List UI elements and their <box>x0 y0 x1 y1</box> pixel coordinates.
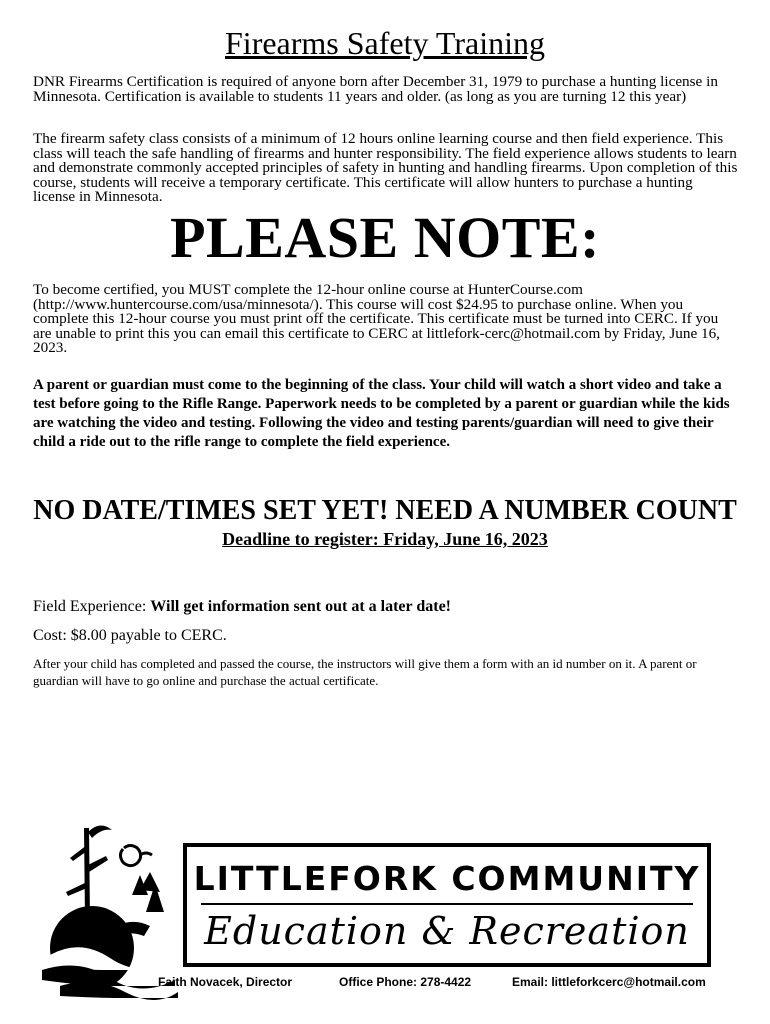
logo-divider <box>201 903 693 905</box>
field-experience-label: Field Experience: <box>33 598 151 615</box>
parent-notice-paragraph: A parent or guardian must come to the beginning of the class. Your child will watch a short video and take a test before going to the Rifle Range. Paperwork needs to be completed by a parent or guardian while the kids are watching the video and testing. Following the video and testing parents/guardian will need to give their child a ride out to the rifle range to complete the field experience. <box>33 377 730 450</box>
page-title: Firearms Safety Training <box>225 25 545 61</box>
organization-logo-box <box>183 843 711 967</box>
please-note-heading: PLEASE NOTE: <box>170 205 600 270</box>
field-experience-value: Will get information sent out at a later date! <box>150 598 451 615</box>
organization-subtitle: Education & Recreation <box>204 909 690 953</box>
class-description-paragraph: The firearm safety class consists of a minimum of 12 hours online learning course and then field experience. This class will teach the safe handling of firearms and hunter responsibility. The field experience allows students to learn and demonstrate commonly accepted principles of safety in hunting and handling firearms. Upon completion of this course, students will receive a temporary certificate. This certificate will allow hunters to purchase a hunting license in Minnesota. <box>33 130 738 206</box>
deadline-text: Deadline to register: Friday, June 16, 2023 <box>222 529 548 549</box>
field-experience-line <box>33 598 753 616</box>
footer-phone: Office Phone: 278-4422 <box>339 975 472 989</box>
footer-email: Email: littleforkcerc@hotmail.com <box>512 975 706 989</box>
cost-line: Cost: $8.00 payable to CERC. <box>33 627 227 644</box>
after-course-note: After your child has completed and passed the course, the instructors will give them a form with an id number on it. A parent or guardian will have to go online and purchase the actual certificate. <box>33 656 697 688</box>
intro-paragraph: DNR Firearms Certification is required of anyone born after December 31, 1979 to purchase a hunting license in Minnesota. Certification is available to students 11 years and older. (as long as you are turning 12 this year) <box>33 73 718 105</box>
certification-instructions-paragraph: To become certified, you MUST complete the 12-hour online course at HunterCourse.com (http://www.huntercourse.com/usa/minnesota/). This course will cost $24.95 to purchase online. When you complete this 12-hour course you must print off the certificate. This certificate must be turned into CERC. If you are unable to print this you can email this certificate to CERC at littlefork-cerc@hotmail.com by Friday, June 16, 2023. <box>33 281 720 357</box>
organization-name: LITTLEFORK COMMUNITY <box>193 859 701 898</box>
tree-sun-logo-icon <box>40 820 180 1000</box>
schedule-heading: NO DATE/TIMES SET YET! NEED A NUMBER COUNT <box>33 495 737 526</box>
footer-director: Faith Novacek, Director <box>158 975 293 989</box>
